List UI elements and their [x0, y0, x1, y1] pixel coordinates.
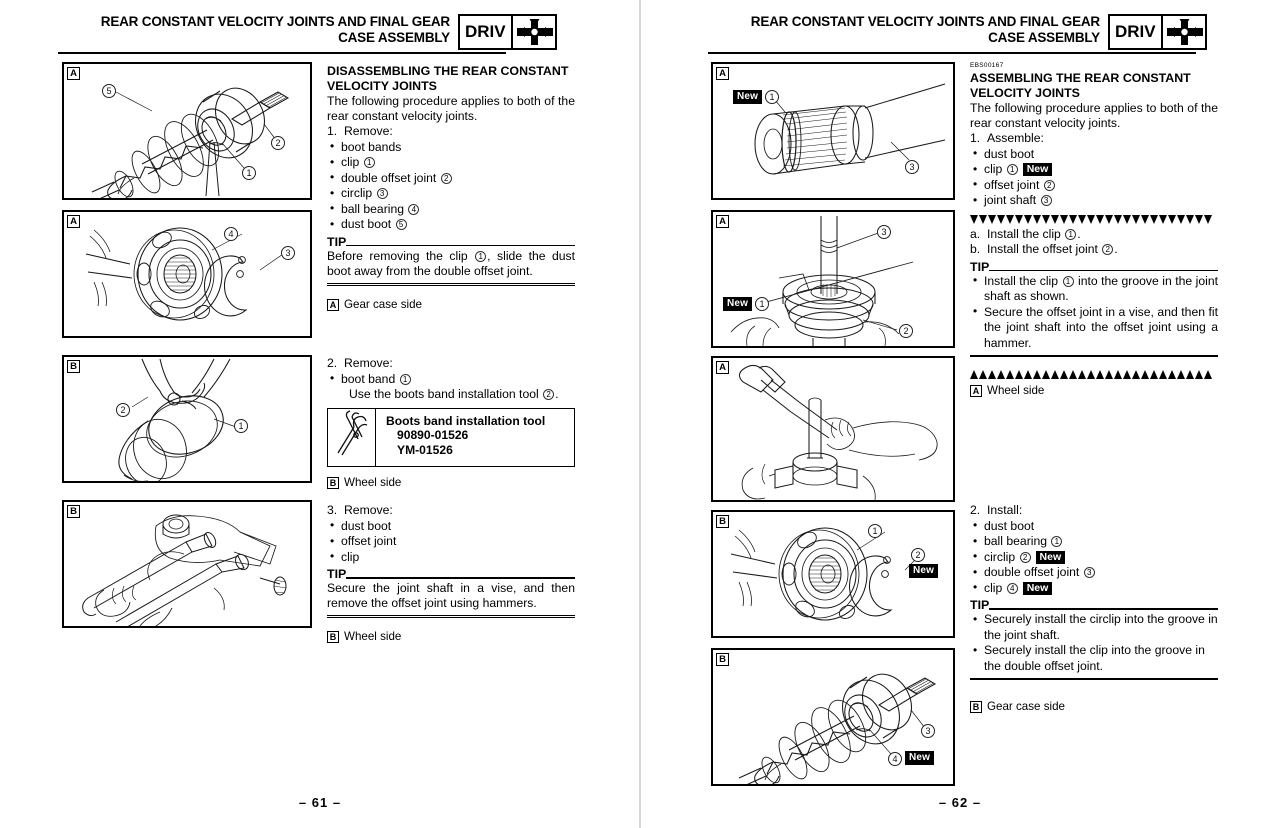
tip-bottom-rule: [327, 283, 575, 286]
list-item: • clip 4 New: [970, 581, 1218, 597]
step-3: [327, 503, 575, 519]
tip-rule: [989, 270, 1218, 272]
figure-boot-band-installation-tool-use: [62, 355, 312, 483]
header-title-line2: CASE ASSEMBLY: [988, 30, 1100, 45]
list-item: • boot band 1: [327, 372, 575, 388]
note-tag: B: [327, 631, 339, 643]
step-1: [327, 124, 575, 140]
callout-1: 1: [868, 524, 882, 538]
tip-1-text: Before removing the clip 1 , slide the dust boot away from the double offset joint.: [327, 248, 576, 279]
side-note-gear-case: [327, 298, 575, 312]
tip-label: TIP: [327, 567, 347, 581]
circled-ref: 3: [1084, 567, 1095, 578]
figure-ball-bearing-circlip: [62, 210, 312, 338]
heading-line2: VELOCITY JOINTS: [970, 85, 1080, 100]
callout-5: 5: [102, 84, 116, 98]
list-item: • circlip 3: [327, 186, 575, 202]
heading-line2: VELOCITY JOINTS: [327, 78, 437, 93]
step-label: Install:: [987, 503, 1023, 517]
step-number: 1.: [970, 131, 981, 146]
note-text: Gear case side: [344, 298, 422, 312]
circled-ref: 1: [1065, 229, 1076, 240]
step-number: 1.: [327, 124, 338, 139]
figure-tag: A: [716, 215, 729, 228]
step-2-items: [970, 519, 1218, 597]
figure-tag: B: [67, 360, 80, 373]
substep-letter: a.: [970, 226, 981, 241]
section-badge: [458, 14, 557, 50]
page-header-left: [58, 14, 566, 50]
tool-part-number-2: YM-01526: [397, 442, 453, 457]
figure-joint-shaft-into-offset-joint: [711, 210, 955, 348]
step-3-items: [327, 519, 575, 566]
step-label: Remove:: [344, 124, 393, 139]
right-text-column: [970, 62, 1218, 398]
figure-assembled-cv-joint-with-dust-boot: [711, 648, 955, 786]
step-label: Assemble:: [987, 131, 1044, 146]
tip-2-text: Secure the joint shaft in a vise, and then remove the offset joint using hammers.: [327, 581, 575, 611]
note-text: Wheel side: [344, 475, 402, 489]
substep-letter: b.: [970, 242, 981, 257]
driveshaft-icon: [1161, 16, 1205, 48]
callout-1: 1: [242, 166, 256, 180]
left-text-column-3: [327, 503, 575, 644]
figure-tag: A: [716, 67, 729, 80]
side-note-gear-case: [970, 700, 1218, 714]
section-heading: [327, 64, 575, 93]
note-tag: B: [970, 701, 982, 713]
callout-1: 1: [234, 419, 248, 433]
driveshaft-icon: [511, 16, 555, 48]
tip-1-bullets: [970, 274, 1218, 352]
section-code-label: DRIV: [465, 22, 506, 41]
step-label: Remove:: [344, 356, 393, 370]
step-label: Remove:: [344, 503, 393, 517]
list-item: • ball bearing 4: [327, 202, 575, 218]
list-item: • ball bearing 1: [970, 534, 1218, 550]
list-item: • Securely install the clip into the groove in the double offset joint.: [970, 643, 1218, 674]
list-item: • Secure the offset joint in a vise, and then fit the joint shaft into the offset joint using a hammer.: [970, 305, 1218, 352]
circled-ref: 1: [1063, 276, 1074, 287]
note-tag: A: [327, 299, 339, 311]
list-item: • Install the clip 1 into the groove in the joint shaft as shown.: [970, 274, 1218, 305]
section-badge: [1108, 14, 1207, 50]
figure-tag: A: [716, 361, 729, 374]
list-item: • dust boot 5: [327, 217, 575, 233]
ebs-code: EBS00167: [970, 62, 1004, 69]
list-item: • offset joint 2: [970, 178, 1218, 194]
intro-paragraph: The following procedure applies to both of the rear constant velocity joints.: [970, 101, 1218, 131]
list-item: • dust boot: [970, 147, 1218, 163]
left-text-column: [327, 64, 575, 312]
callout-3: 3: [281, 246, 295, 260]
callout-3: 3: [905, 160, 919, 174]
circled-ref: 2: [1020, 552, 1031, 563]
callout-4: 4: [888, 752, 902, 766]
circled-ref: 1: [364, 157, 375, 168]
heading-line1: DISASSEMBLING THE REAR CONSTANT: [327, 64, 569, 78]
left-text-column-2: [327, 356, 575, 490]
header-title-line1: REAR CONSTANT VELOCITY JOINTS AND FINAL GEAR: [750, 14, 1100, 29]
figure-hammer-fitting-joint-shaft-in-vise: [711, 356, 955, 502]
right-text-column-2: [970, 503, 1218, 714]
step-1-items: [327, 140, 575, 233]
page-header-right: [708, 14, 1256, 50]
header-title-line2: CASE ASSEMBLY: [338, 30, 450, 45]
tip-rule: [989, 608, 1218, 610]
step-number: 2.: [327, 356, 338, 370]
circled-ref: 4: [1007, 583, 1018, 594]
list-item: • boot bands: [327, 140, 575, 156]
side-note-wheel-1: [327, 476, 575, 490]
circled-ref: 3: [1041, 195, 1052, 206]
page-right: [640, 0, 1280, 828]
header-rule: [708, 52, 1196, 54]
heading-line1: ASSEMBLING THE REAR CONSTANT: [970, 71, 1191, 85]
new-badge: New: [723, 297, 752, 311]
list-item: • double offset joint 3: [970, 565, 1218, 581]
circled-ref: 2: [441, 173, 452, 184]
callout-2: 2: [116, 403, 130, 417]
figure-ball-bearing-circlip-install: [711, 510, 955, 638]
section-code-label: DRIV: [1115, 22, 1156, 41]
step-number: 2.: [970, 503, 981, 517]
callout-3: 3: [877, 225, 891, 239]
tip-label: TIP: [327, 234, 347, 249]
circled-ref: 2: [1102, 244, 1113, 255]
new-badge: New: [905, 751, 934, 765]
list-item: • circlip 2 New: [970, 550, 1218, 566]
circled-ref: 1: [1051, 536, 1062, 547]
callout-2: 2: [271, 136, 285, 150]
new-badge: New: [1023, 163, 1053, 176]
figure-tag: B: [716, 515, 729, 528]
tip-bottom-rule: [970, 355, 1218, 357]
tip-header: [970, 261, 1218, 274]
step-number: 3.: [327, 503, 338, 517]
tip-header: [327, 236, 575, 249]
step-2-items: [327, 372, 575, 388]
callout-2: 2: [899, 324, 913, 338]
note-text: Gear case side: [987, 699, 1065, 713]
note-tag: B: [327, 477, 339, 489]
tool-callout-box: [327, 408, 575, 467]
list-item: • clip 1: [327, 155, 575, 171]
pliers-tool-icon: [328, 409, 376, 466]
callout-2: 2: [911, 548, 925, 562]
tool-name: Boots band installation tool: [386, 413, 546, 428]
list-item: • dust boot: [970, 519, 1218, 535]
tip-header: [970, 599, 1218, 612]
list-item: • clip 1 New: [970, 162, 1218, 178]
callout-1: 1: [765, 90, 779, 104]
step-1: [970, 131, 1218, 147]
callout-1: 1: [755, 297, 769, 311]
tip-rule: [346, 245, 575, 247]
tip-bottom-rule: [327, 615, 575, 618]
list-item: • joint shaft 3: [970, 193, 1218, 209]
tool-info: [376, 409, 545, 466]
note-text: Wheel side: [344, 630, 402, 644]
up-arrow-separator: [970, 370, 1218, 380]
header-title: [708, 14, 1108, 46]
tip-2-bullets: [970, 612, 1218, 674]
tip-rule: [346, 577, 575, 579]
circled-ref: 5: [396, 219, 407, 230]
tip-label: TIP: [970, 598, 990, 612]
figure-clip-on-splined-joint-shaft: [711, 62, 955, 200]
new-badge: New: [909, 564, 938, 578]
callout-4: 4: [224, 227, 238, 241]
list-item: • double offset joint 2: [327, 171, 575, 187]
header-rule: [58, 52, 506, 54]
new-badge: New: [1023, 582, 1053, 595]
substep-a: a. Install the clip 1 .: [970, 226, 1081, 241]
circled-ref: 4: [408, 204, 419, 215]
side-note-wheel-2: [327, 630, 575, 644]
circled-ref: 1: [400, 374, 411, 385]
header-title: [58, 14, 458, 46]
header-title-line1: REAR CONSTANT VELOCITY JOINTS AND FINAL GEAR: [100, 14, 450, 29]
callout-3: 3: [921, 724, 935, 738]
page-number-left: – 61 –: [298, 795, 342, 810]
circled-ref: 1: [475, 251, 486, 262]
circled-ref: 3: [377, 188, 388, 199]
figure-tag: A: [67, 67, 80, 80]
figure-cv-joint-dust-boot-exploded: [62, 62, 312, 200]
note-tag: A: [970, 385, 982, 397]
figure-tag: A: [67, 215, 80, 228]
section-heading: [970, 71, 1218, 100]
side-note-wheel: [970, 384, 1218, 398]
intro-paragraph: The following procedure applies to both of the rear constant velocity joints.: [327, 94, 575, 124]
circled-ref: 1: [1007, 164, 1018, 175]
list-item: • clip: [327, 550, 575, 566]
step-1-items: [970, 147, 1218, 209]
figure-tag: B: [67, 505, 80, 518]
list-item: • Securely install the circlip into the groove in the joint shaft.: [970, 612, 1218, 643]
substep-b: b. Install the offset joint 2 .: [970, 242, 1118, 257]
tool-part-number-1: 90890-01526: [397, 428, 469, 443]
list-item: • dust boot: [327, 519, 575, 535]
figure-tag: B: [716, 653, 729, 666]
circled-ref: 2: [1044, 180, 1055, 191]
list-item: • offset joint: [327, 534, 575, 550]
step-2-subtext: Use the boots band installation tool 2 .: [349, 387, 559, 401]
figure-joint-shaft-in-vise-hammers: [62, 500, 312, 628]
new-badge: New: [1036, 551, 1066, 564]
down-arrow-separator: [970, 215, 1218, 225]
note-text: Wheel side: [987, 384, 1045, 397]
tip-label: TIP: [970, 259, 990, 274]
new-badge: New: [733, 90, 762, 104]
step-2: [327, 356, 575, 372]
circled-ref: 2: [543, 389, 554, 400]
tip-header: [327, 568, 575, 581]
tip-bottom-rule: [970, 678, 1218, 680]
step-2: [970, 503, 1218, 519]
page-number-right: – 62 –: [938, 795, 982, 810]
